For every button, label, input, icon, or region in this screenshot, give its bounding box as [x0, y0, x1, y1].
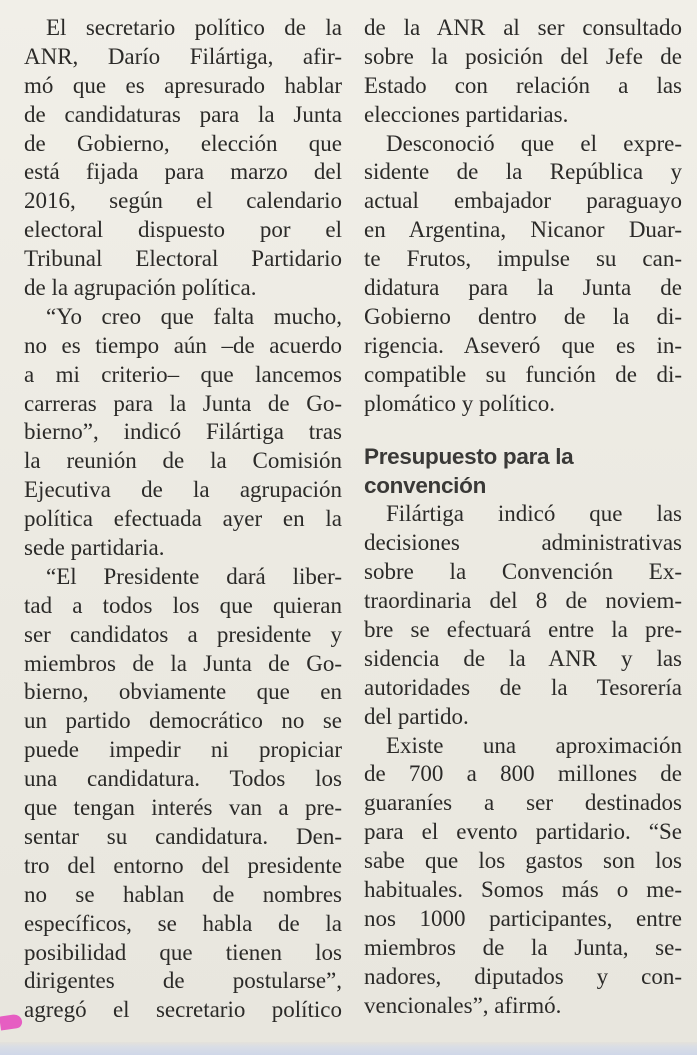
- text-line: sobre la Convención Ex-: [364, 559, 682, 585]
- text-line: puede impedir ni propiciar: [24, 737, 342, 763]
- text-line: Gobierno dentro de la di-: [364, 303, 682, 329]
- text-line: que tengan interés van a pre-: [24, 795, 342, 821]
- text-line: te Frutos, impulse su can-: [364, 246, 682, 272]
- text-line: bierno, obviamente que en: [24, 679, 342, 705]
- text-line: habituales. Somos más o me-: [364, 877, 682, 903]
- text-line: para el evento partidario. “Se: [364, 819, 682, 845]
- text-line: Tribunal Electoral Partidario: [24, 246, 342, 272]
- text-line: actual embajador paraguayo: [364, 188, 682, 214]
- text-line: sentar su candidatura. Den-: [24, 823, 342, 849]
- subheading-line: convención: [364, 473, 487, 499]
- text-line: a mi criterio– que lancemos: [24, 361, 342, 387]
- text-line: política efectuada ayer en la: [24, 506, 342, 532]
- subheading: [364, 442, 682, 500]
- text-line: vencionales”, afirmó.: [364, 992, 562, 1018]
- text-line: elecciones partidarias.: [364, 101, 569, 127]
- text-line: de la ANR al ser consultado: [364, 15, 682, 40]
- text-line: plomático y político.: [364, 390, 555, 416]
- text-line: compatible su función de di-: [364, 361, 682, 387]
- text-line: Ejecutiva de la agrupación: [24, 477, 342, 503]
- text-line: decisiones administrativas: [364, 530, 682, 556]
- page-bottom-edge: [0, 1042, 697, 1055]
- right-column-bottom-text: [364, 500, 682, 1020]
- text-line: agregó el secretario político: [24, 997, 342, 1023]
- text-line: no se hablan de nombres: [24, 881, 342, 907]
- text-line: de Gobierno, elección que: [24, 130, 342, 156]
- text-line: de 700 a 800 millones de: [364, 761, 682, 787]
- text-line: de candidaturas para la Junta: [24, 101, 342, 127]
- text-line: nos 1000 participantes, entre: [364, 905, 682, 931]
- text-line: sabe que los gastos son los: [364, 848, 682, 874]
- left-column: [24, 14, 342, 1025]
- text-line: miembros de la Junta, se-: [364, 934, 682, 960]
- text-line: Filártiga indicó que las: [386, 501, 682, 527]
- text-line: didatura para la Junta de: [364, 275, 682, 301]
- text-line: está fijada para marzo del: [24, 159, 342, 185]
- text-line: Existe una aproximación: [386, 732, 682, 758]
- text-line: mó que es apresurado hablar: [24, 72, 342, 98]
- text-line: tad a todos los que quieran: [24, 592, 342, 618]
- text-line: guaraníes a ser destinados: [364, 790, 682, 816]
- text-line: carreras para la Junta de Go-: [24, 390, 342, 416]
- text-line: del partido.: [364, 703, 469, 729]
- text-line: ANR, Darío Filártiga, afir-: [24, 43, 342, 69]
- text-line: miembros de la Junta de Go-: [24, 650, 342, 676]
- text-line: Estado con relación a las: [364, 72, 682, 98]
- text-line: sede partidaria.: [24, 535, 165, 561]
- text-line: electoral dispuesto por el: [24, 217, 342, 243]
- text-line: de la agrupación política.: [24, 275, 257, 301]
- text-line: 2016, según el calendario: [24, 188, 342, 214]
- text-line: posibilidad que tienen los: [24, 939, 342, 965]
- text-line: El secretario político de la: [46, 15, 342, 40]
- text-line: sidencia de la ANR y las: [364, 645, 682, 671]
- subheading-line: Presupuesto para la: [364, 444, 574, 470]
- right-column: [364, 14, 682, 1021]
- pink-highlighter-mark: [0, 1014, 23, 1031]
- text-line: bre se efectuará entre la pre-: [364, 617, 682, 643]
- text-line: traordinaria del 8 de noviem-: [364, 588, 682, 614]
- text-line: nadores, diputados y con-: [364, 963, 682, 989]
- text-line: autoridades de la Tesorería: [364, 674, 682, 700]
- text-line: en Argentina, Nicanor Duar-: [364, 217, 682, 243]
- text-line: no es tiempo aún –de acuerdo: [24, 332, 342, 358]
- text-line: “Yo creo que falta mucho,: [46, 303, 342, 329]
- text-line: un partido democrático no se: [24, 708, 342, 734]
- text-line: sobre la posición del Jefe de: [364, 43, 682, 69]
- text-line: bierno”, indicó Filártiga tras: [24, 419, 342, 445]
- right-column-top-text: [364, 14, 682, 418]
- text-line: específicos, se habla de la: [24, 910, 342, 936]
- text-line: sidente de la República y: [364, 159, 682, 185]
- text-line: una candidatura. Todos los: [24, 766, 342, 792]
- text-line: “El Presidente dará liber-: [46, 563, 342, 589]
- text-line: la reunión de la Comisión: [24, 448, 342, 474]
- text-line: tro del entorno del presidente: [24, 852, 342, 878]
- text-line: dirigentes de postularse”,: [24, 968, 342, 994]
- text-line: Desconoció que el expre-: [386, 130, 682, 156]
- text-line: rigencia. Aseveró que es in-: [364, 332, 682, 358]
- text-line: ser candidatos a presidente y: [24, 621, 342, 647]
